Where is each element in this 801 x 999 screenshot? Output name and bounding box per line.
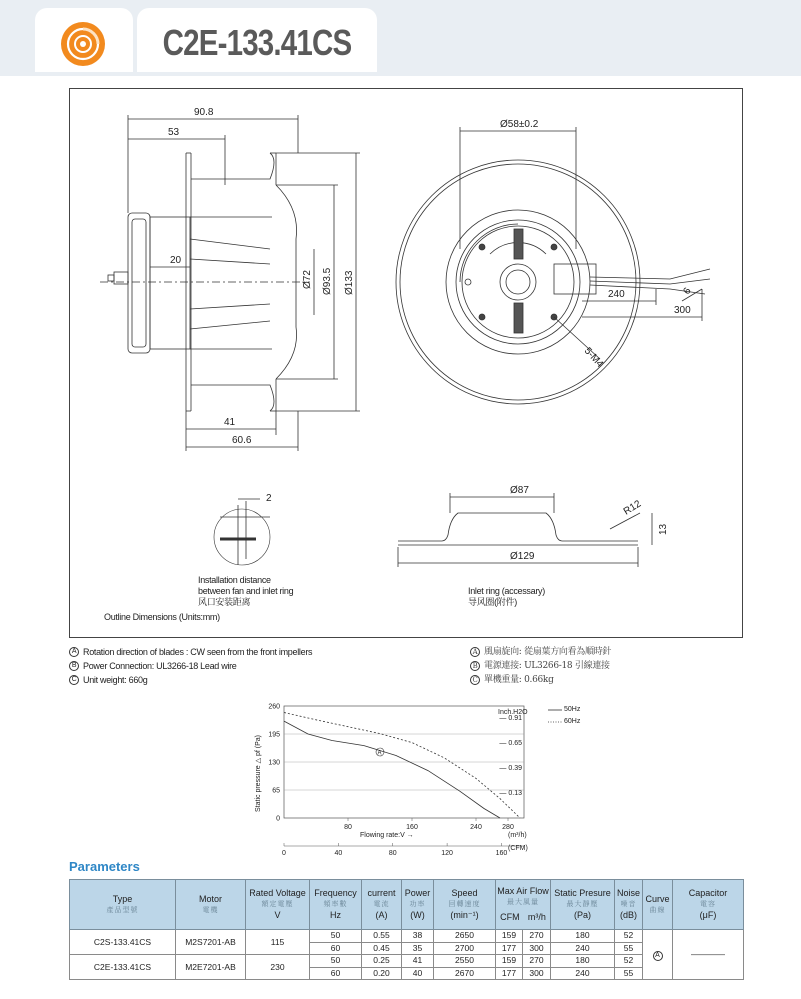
cell-cfm: 159 bbox=[496, 930, 523, 943]
cell-voltage: 230 bbox=[246, 955, 310, 980]
inlet-ring-caption bbox=[468, 586, 545, 608]
note-text: 風扇旋向: 從扇葉方向看為順時針 bbox=[484, 647, 612, 657]
dim-60-6: 60.6 bbox=[232, 435, 252, 446]
parameters-table bbox=[69, 879, 744, 980]
x-tick-label-bottom: 120 bbox=[441, 850, 453, 857]
col-noise: Noise 噪音 (dB) bbox=[615, 880, 643, 930]
cell-hz: 50 bbox=[310, 955, 362, 968]
dim-58: Ø58±0.2 bbox=[500, 119, 539, 130]
col-motor: Motor 電機 bbox=[176, 880, 246, 930]
inlet-ring-caption-en: Inlet ring (accessary) bbox=[468, 586, 545, 596]
note-mark: B bbox=[470, 661, 480, 671]
cell-hz: 50 bbox=[310, 930, 362, 943]
note-text: Unit weight: 660g bbox=[83, 675, 148, 685]
note-weight-cn bbox=[470, 673, 611, 687]
notes-chinese bbox=[470, 645, 611, 687]
col-curve: Curve 曲線 bbox=[643, 880, 673, 930]
cell-current: 0.25 bbox=[362, 955, 402, 968]
install-caption-cn: 风口安装距离 bbox=[198, 597, 251, 607]
cell-power: 41 bbox=[402, 955, 434, 968]
cell-speed: 2550 bbox=[434, 955, 496, 968]
cell-hz: 60 bbox=[310, 967, 362, 980]
cell-current: 0.55 bbox=[362, 930, 402, 943]
cell-pressure: 240 bbox=[551, 967, 615, 980]
dim-r12: R12 bbox=[621, 498, 644, 518]
dim-93-5: Ø93.5 bbox=[322, 267, 333, 295]
note-text: Rotation direction of blades : CW seen from the front impellers bbox=[83, 647, 313, 657]
inlet-ring-profile bbox=[398, 513, 638, 541]
col-speed: Speed 回轉速度 (min⁻¹) bbox=[434, 880, 496, 930]
col-capacitor: Capacitor 電容 (μF) bbox=[673, 880, 744, 930]
note-mark: B bbox=[69, 661, 79, 671]
title-box bbox=[137, 8, 377, 72]
curve-mark: A bbox=[653, 951, 663, 961]
x-tick-label-bottom: 0 bbox=[282, 850, 286, 857]
outline-caption: Outline Dimensions (Units:mm) bbox=[104, 612, 220, 622]
right-tick-label: — 0.39 bbox=[499, 765, 522, 772]
note-text: 單機重量: 0.66kg bbox=[484, 675, 554, 685]
cell-speed: 2670 bbox=[434, 967, 496, 980]
right-axis-unit: Inch.H2O bbox=[498, 709, 528, 716]
cell-power: 35 bbox=[402, 942, 434, 955]
cell-current: 0.20 bbox=[362, 967, 402, 980]
dim-72: Ø72 bbox=[302, 270, 313, 289]
note-mark: A bbox=[470, 647, 480, 657]
performance-chart-svg bbox=[250, 700, 570, 860]
orange-swirl-logo-icon bbox=[35, 8, 133, 72]
x-tick-label-top: 240 bbox=[470, 824, 482, 831]
col-airflow: Max Air Flow 最大風量 CFM m³/h bbox=[496, 880, 551, 930]
cell-current: 0.45 bbox=[362, 942, 402, 955]
y-tick-label: 65 bbox=[272, 787, 280, 795]
motor-hub-shape bbox=[128, 213, 150, 353]
cell-m3h: 270 bbox=[523, 955, 551, 968]
y-tick-label: 195 bbox=[268, 731, 280, 739]
dim-20: 20 bbox=[170, 255, 182, 266]
dim-240: 240 bbox=[608, 289, 625, 300]
dim-300: 300 bbox=[674, 305, 691, 316]
dim-87: Ø87 bbox=[510, 485, 529, 496]
cell-power: 38 bbox=[402, 930, 434, 943]
x-tick-label-top: 80 bbox=[344, 824, 352, 831]
x-unit-top: (m³/h) bbox=[508, 832, 527, 839]
cell-capacitor: ———— bbox=[673, 930, 744, 980]
cell-speed: 2700 bbox=[434, 942, 496, 955]
cell-motor: M2S7201-AB bbox=[176, 930, 246, 955]
impeller-outer-circle bbox=[396, 160, 640, 404]
dim-41: 41 bbox=[224, 417, 236, 428]
cell-m3h: 270 bbox=[523, 930, 551, 943]
curve-annotation: A bbox=[377, 750, 382, 757]
col-power: Power 功率 (W) bbox=[402, 880, 434, 930]
legend-60hz: 60Hz bbox=[564, 718, 581, 725]
dim-129: Ø129 bbox=[510, 551, 535, 562]
dim-90-8: 90.8 bbox=[194, 107, 214, 118]
col-pressure: Static Presure 最大靜壓 (Pa) bbox=[551, 880, 615, 930]
series-60hz-line bbox=[284, 713, 520, 819]
model-title: C2E-133.41CS bbox=[162, 22, 352, 63]
cell-m3h: 300 bbox=[523, 942, 551, 955]
dim-2: 2 bbox=[266, 493, 272, 504]
install-caption-line-2: between fan and inlet ring bbox=[198, 586, 294, 596]
parameters-title: Parameters bbox=[69, 859, 140, 874]
col-voltage: Rated Voltage 額定電壓 V bbox=[246, 880, 310, 930]
x-tick-label-top: 280 bbox=[502, 824, 514, 831]
dim-13: 13 bbox=[658, 523, 669, 535]
y-tick-label: 0 bbox=[276, 815, 280, 823]
right-tick-label: — 0.65 bbox=[499, 740, 522, 747]
note-text: 電源連接: UL3266-18 引線連接 bbox=[484, 661, 610, 671]
outline-drawing-frame bbox=[69, 88, 743, 638]
right-tick-label: — 0.91 bbox=[499, 715, 522, 722]
cell-noise: 55 bbox=[615, 967, 643, 980]
outline-drawing bbox=[70, 89, 744, 639]
legend-50hz: 50Hz bbox=[564, 706, 581, 713]
table-header-row bbox=[70, 880, 744, 930]
note-power bbox=[69, 659, 312, 673]
cell-m3h: 300 bbox=[523, 967, 551, 980]
cell-pressure: 240 bbox=[551, 942, 615, 955]
x-unit-bottom: (CFM) bbox=[508, 845, 528, 852]
col-frequency: Frequency 頻率數 Hz bbox=[310, 880, 362, 930]
table-row bbox=[70, 955, 744, 968]
dim-133: Ø133 bbox=[344, 270, 355, 295]
note-mark: C bbox=[69, 675, 79, 685]
cell-motor: M2E7201-AB bbox=[176, 955, 246, 980]
cell-speed: 2650 bbox=[434, 930, 496, 943]
y-tick-label: 260 bbox=[268, 703, 280, 711]
install-caption bbox=[198, 575, 293, 608]
note-rotation bbox=[69, 645, 312, 659]
performance-chart bbox=[250, 700, 581, 860]
right-tick-label: — 0.13 bbox=[499, 790, 522, 797]
cell-hz: 60 bbox=[310, 942, 362, 955]
x-tick-label-bottom: 80 bbox=[388, 850, 397, 857]
cell-type: C2E-133.41CS bbox=[70, 955, 176, 980]
col-type: Type 產品型號 bbox=[70, 880, 176, 930]
cell-type: C2S-133.41CS bbox=[70, 930, 176, 955]
dim-53: 53 bbox=[168, 127, 180, 138]
cell-power: 40 bbox=[402, 967, 434, 980]
notes-english bbox=[69, 645, 312, 687]
y-tick-label: 130 bbox=[268, 759, 280, 767]
note-text: Power Connection: UL3266-18 Lead wire bbox=[83, 661, 237, 671]
install-caption-line-1: Installation distance bbox=[198, 575, 271, 585]
logo-box bbox=[35, 8, 133, 72]
note-power-cn bbox=[470, 659, 611, 673]
cell-noise: 55 bbox=[615, 942, 643, 955]
x-tick-label-bottom: 160 bbox=[495, 850, 508, 857]
table-row bbox=[70, 930, 744, 943]
cell-pressure: 180 bbox=[551, 955, 615, 968]
note-weight bbox=[69, 673, 312, 687]
series-50hz-line bbox=[284, 721, 500, 818]
col-current: current 電流 (A) bbox=[362, 880, 402, 930]
cell-pressure: 180 bbox=[551, 930, 615, 943]
legend-labels bbox=[564, 704, 580, 728]
dim-6: 6 bbox=[681, 285, 694, 297]
cell-curve bbox=[643, 930, 673, 980]
inlet-ring-caption-cn: 导风圈(附件) bbox=[468, 597, 517, 607]
cell-cfm: 177 bbox=[496, 942, 523, 955]
cell-cfm: 177 bbox=[496, 967, 523, 980]
x-tick-label-top: 160 bbox=[406, 824, 418, 831]
cell-cfm: 159 bbox=[496, 955, 523, 968]
cell-noise: 52 bbox=[615, 930, 643, 943]
note-mark: C bbox=[470, 675, 480, 685]
y-axis-label: Static pressure △ pf (Pa) bbox=[255, 735, 262, 812]
cell-noise: 52 bbox=[615, 955, 643, 968]
note-mark: A bbox=[69, 647, 79, 657]
x-tick-label-bottom: 40 bbox=[334, 850, 343, 857]
note-rotation-cn bbox=[470, 645, 611, 659]
chart-legend bbox=[548, 710, 562, 722]
cell-voltage: 115 bbox=[246, 930, 310, 955]
dim-5-m4: 5-M4 bbox=[581, 345, 606, 370]
x-axis-label: Flowing rate:V → bbox=[360, 832, 414, 839]
